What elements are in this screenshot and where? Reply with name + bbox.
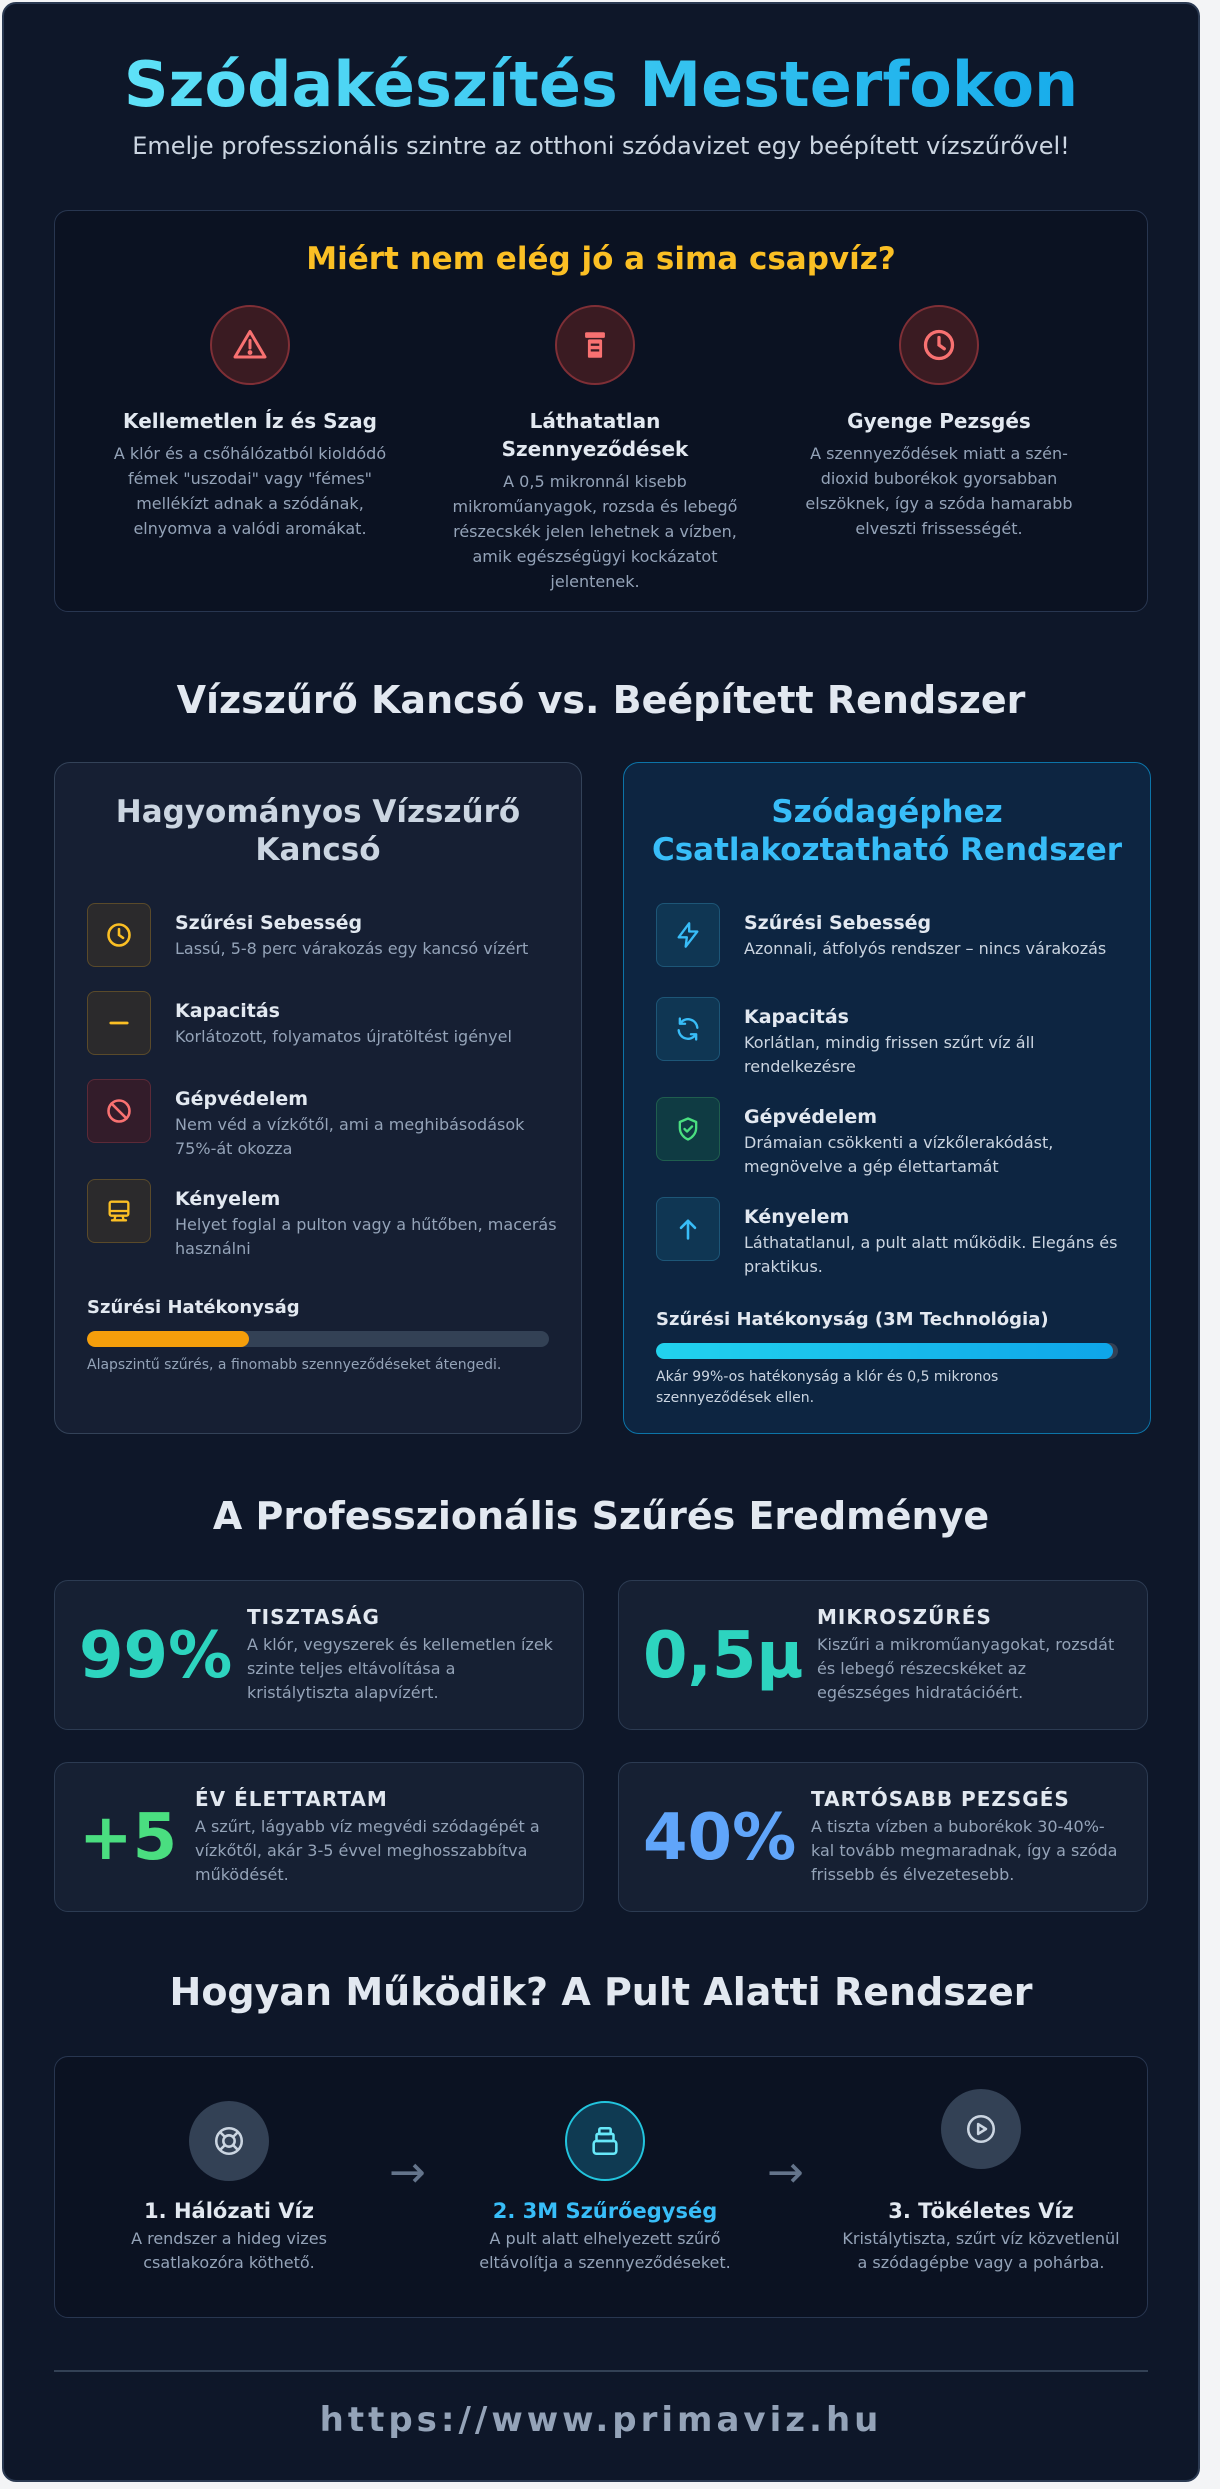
stat-text: A klór, vegyszerek és kellemetlen ízek szinte teljes eltávolítása a kristálytiszta alapvízért. <box>247 1635 553 1702</box>
shield-check-icon <box>656 1097 720 1161</box>
step-title: 3. Tökéletes Víz <box>888 2199 1074 2223</box>
row-text: Lassú, 5-8 perc várakozás egy kancsó vízért <box>175 939 529 958</box>
efficiency-label: Szűrési Hatékonyság (3M Technológia) <box>656 1309 1049 1330</box>
how-title: Hogyan Működik? A Pult Alatti Rendszer <box>169 1970 1033 2014</box>
pitcher-row-protection <box>87 1079 557 1161</box>
step-text: Kristálytiszta, szűrt víz közvetlenül a szódagépbe vagy a pohárba. <box>842 2229 1120 2272</box>
countertop-icon <box>87 1179 151 1243</box>
stat-title: TARTÓSABB PEZSGÉS <box>811 1787 1070 1811</box>
efficiency-bar-fill <box>656 1343 1113 1359</box>
pitcher-title: Hagyományos Vízszűrő Kancsó <box>115 794 521 868</box>
clock-icon <box>87 903 151 967</box>
pitcher-row-capacity <box>87 991 557 1055</box>
stat-microfiltration <box>618 1580 1148 1730</box>
why-item-taste <box>100 305 400 541</box>
clock-icon <box>899 305 979 385</box>
row-text: Azonnali, átfolyós rendszer – nincs várakozás <box>744 939 1107 958</box>
why-item-text: A klór és a csőhálózatból kioldódó fémek "uszodai" vagy "fémes" mellékízt adnak a szódának, elnyomva a valódi aromákat. <box>113 444 387 538</box>
stat-purity <box>54 1580 584 1730</box>
filter-cartridge-icon <box>555 305 635 385</box>
why-item-title: Gyenge Pezsgés <box>847 409 1031 433</box>
row-text: Helyet foglal a pulton vagy a hűtőben, macerás használni <box>175 1215 557 1258</box>
filter-unit-icon <box>565 2101 645 2181</box>
arrow-up-icon <box>656 1197 720 1261</box>
step-3m-filter <box>465 2101 745 2275</box>
stat-text: Kiszűri a mikroműanyagokat, rozsdát és lebegő részecskéket az egészséges hidratációért. <box>817 1635 1115 1702</box>
stat-title: TISZTASÁG <box>247 1605 380 1629</box>
stat-text: A szűrt, lágyabb víz megvédi szódagépét a vízkőtől, akár 3-5 évvel meghosszabbítva működését. <box>195 1817 540 1884</box>
how-panel <box>54 2056 1148 2318</box>
row-title: Kényelem <box>744 1206 850 1228</box>
efficiency-note: Akár 99%-os hatékonyság a klór és 0,5 mikronos szennyeződések ellen. <box>656 1369 999 1406</box>
infographic-frame <box>2 2 1200 2482</box>
stat-title: ÉV ÉLETTARTAM <box>195 1787 388 1811</box>
footer-divider <box>54 2370 1148 2372</box>
prohibited-icon <box>87 1079 151 1143</box>
system-row-convenience <box>656 1197 1126 1279</box>
system-card <box>623 762 1151 1434</box>
row-title: Kapacitás <box>744 1006 849 1028</box>
stat-text: A tiszta vízben a buborékok 30-40%-kal tovább megmaradnak, így a szóda frissebb és élvezetesebb. <box>811 1817 1118 1884</box>
row-title: Kényelem <box>175 1188 281 1210</box>
row-title: Gépvédelem <box>175 1088 309 1110</box>
lightning-icon <box>656 903 720 967</box>
pitcher-row-speed <box>87 903 557 967</box>
row-text: Korlátozott, folyamatos újratöltést igényel <box>175 1027 512 1046</box>
system-row-capacity <box>656 997 1126 1079</box>
stat-value: 0,5μ <box>643 1619 804 1693</box>
row-title: Szűrési Sebesség <box>744 912 932 934</box>
page-title: Szódakészítés Mesterfokon <box>4 48 1198 121</box>
stat-fizz <box>618 1762 1148 1912</box>
step-arrow: → <box>389 2147 426 2198</box>
play-icon <box>941 2089 1021 2169</box>
system-row-protection <box>656 1097 1126 1179</box>
step-text: A rendszer a hideg vizes csatlakozóra köthető. <box>131 2229 327 2272</box>
row-title: Szűrési Sebesség <box>175 912 363 934</box>
why-panel <box>54 210 1148 612</box>
stat-lifespan <box>54 1762 584 1912</box>
why-item-contaminants <box>445 305 745 594</box>
why-item-text: A szennyeződések miatt a szén-dioxid buborékok gyorsabban elszöknek, így a szóda hamarabb elveszti frissességét. <box>805 444 1073 538</box>
row-text: Láthatatlanul, a pult alatt működik. Elegáns és praktikus. <box>744 1233 1118 1276</box>
step-mains-water <box>89 2101 369 2275</box>
step-arrow: → <box>767 2147 804 2198</box>
why-title: Miért nem elég jó a sima csapvíz? <box>306 241 896 277</box>
pitcher-row-convenience <box>87 1179 557 1261</box>
step-text: A pult alatt elhelyezett szűrő eltávolítja a szennyeződéseket. <box>479 2229 731 2272</box>
system-title: Szódagéphez Csatlakoztatható Rendszer <box>651 794 1123 868</box>
step-title: 1. Hálózati Víz <box>144 2199 314 2223</box>
why-item-fizz <box>789 305 1089 541</box>
row-title: Gépvédelem <box>744 1106 878 1128</box>
efficiency-bar-fill <box>87 1331 249 1347</box>
efficiency-note: Alapszintű szűrés, a finomabb szennyeződéseket átengedi. <box>87 1357 502 1373</box>
step-perfect-water <box>841 2089 1121 2275</box>
refresh-icon <box>656 997 720 1061</box>
why-item-title: Kellemetlen Íz és Szag <box>123 409 377 433</box>
stat-value: 40% <box>643 1801 797 1875</box>
system-row-speed <box>656 903 1126 967</box>
row-text: Drámaian csökkenti a vízkőlerakódást, megnövelve a gép élettartamát <box>744 1133 1054 1176</box>
warning-icon <box>210 305 290 385</box>
efficiency-label: Szűrési Hatékonyság <box>87 1297 300 1318</box>
efficiency-bar <box>87 1331 549 1347</box>
pitcher-card <box>54 762 582 1434</box>
why-item-text: A 0,5 mikronnál kisebb mikroműanyagok, rozsda és lebegő részecskék jelen lehetnek a vízben, amik egészségügyi kockázatot jelentenek. <box>452 472 738 591</box>
stat-value: 99% <box>79 1619 233 1693</box>
efficiency-bar <box>656 1343 1118 1359</box>
comparison-title: Vízszűrő Kancsó vs. Beépített Rendszer <box>176 678 1026 722</box>
stat-title: MIKROSZŰRÉS <box>817 1605 992 1629</box>
footer-website-link[interactable]: https://www.primaviz.hu <box>319 2400 883 2440</box>
results-title: A Professzionális Szűrés Eredménye <box>212 1494 990 1538</box>
row-title: Kapacitás <box>175 1000 280 1022</box>
row-text: Korlátlan, mindig frissen szűrt víz áll rendelkezésre <box>744 1033 1035 1076</box>
lifebuoy-icon <box>189 2101 269 2181</box>
page-subtitle: Emelje professzionális szintre az otthoni szódavizet egy beépített vízszűrővel! <box>132 132 1070 160</box>
why-item-title: Láthatatlan Szennyeződések <box>501 409 689 461</box>
step-title: 2. 3M Szűrőegység <box>492 2199 718 2223</box>
row-text: Nem véd a vízkőtől, ami a meghibásodások 75%-át okozza <box>175 1115 525 1158</box>
stat-value: +5 <box>79 1801 178 1875</box>
minus-icon <box>87 991 151 1055</box>
